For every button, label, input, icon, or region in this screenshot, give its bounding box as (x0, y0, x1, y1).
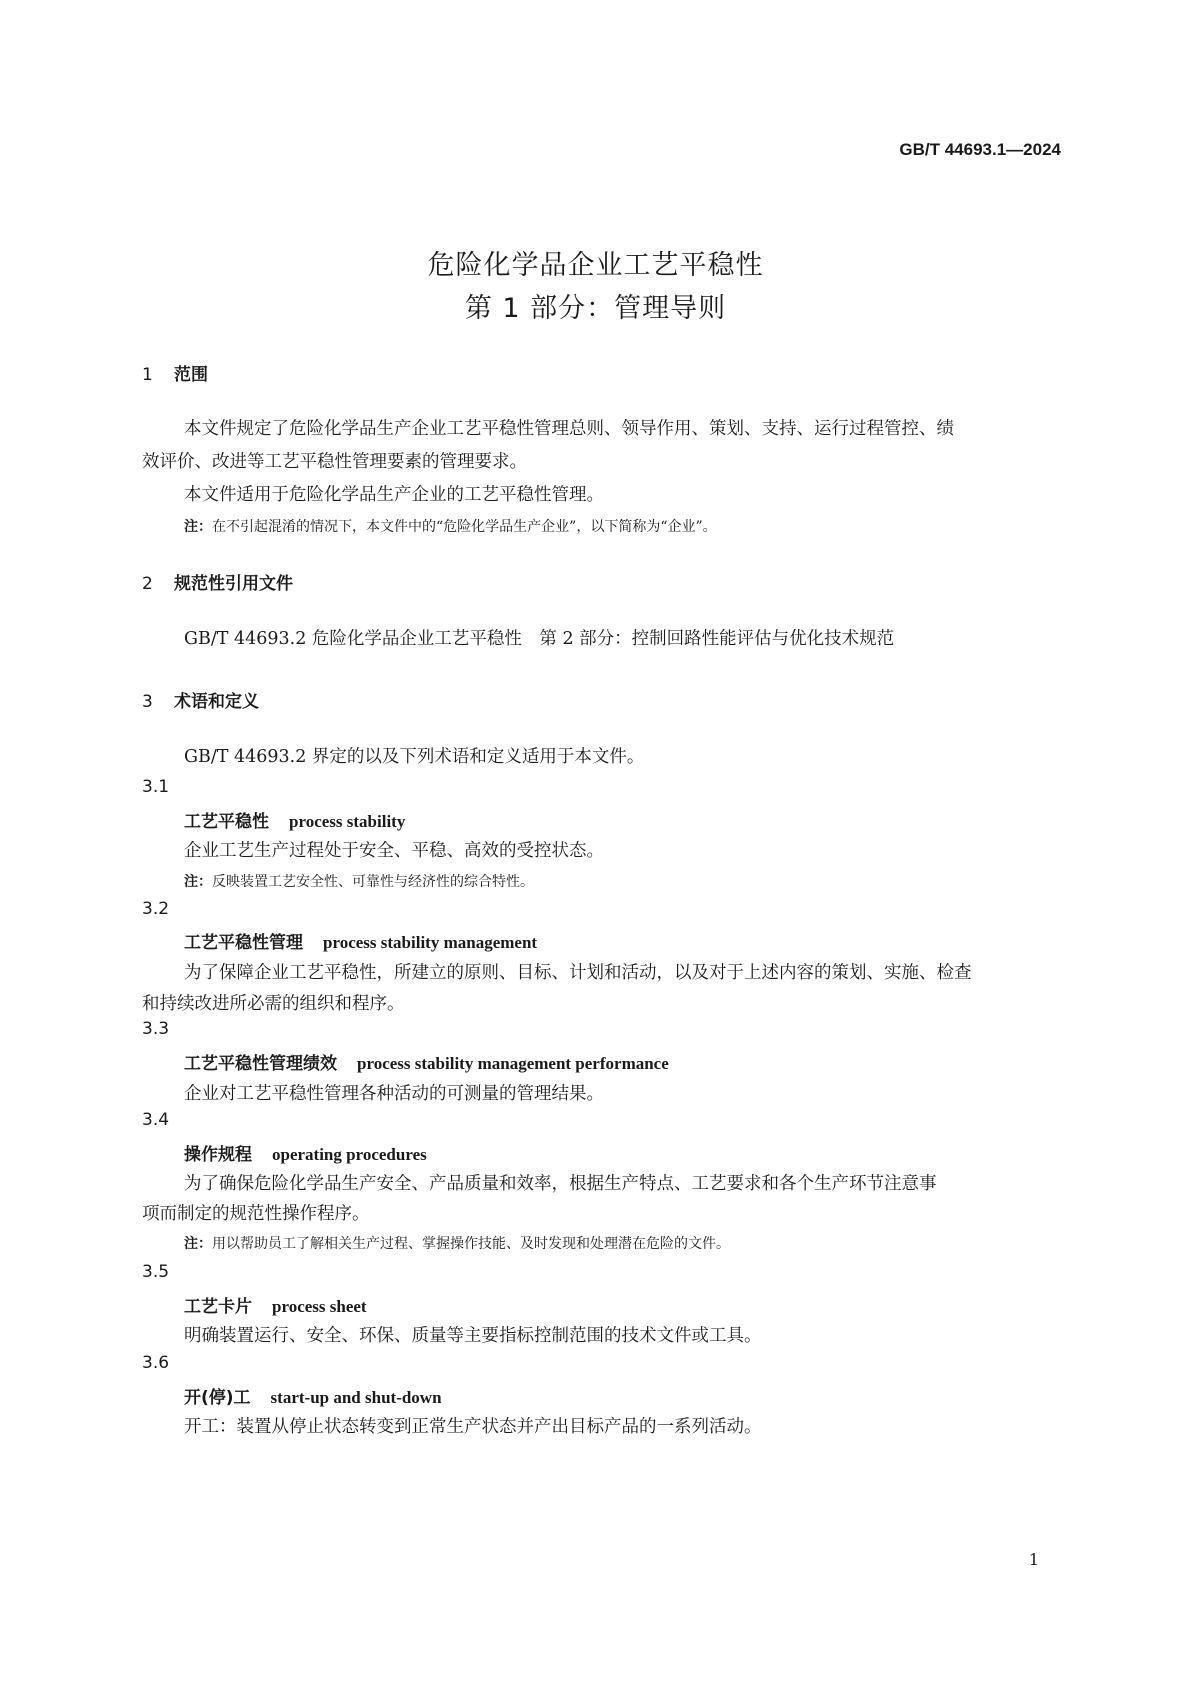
term-definition-line1: 为了保障企业工艺平稳性，所建立的原则、目标、计划和活动，以及对于上述内容的策划、实施、检查 (184, 963, 972, 983)
term-definition: 企业对工艺平稳性管理各种活动的可测量的管理结果。 (184, 1084, 604, 1104)
note-label: 注： (184, 1236, 212, 1252)
section-number: 3 (142, 692, 153, 712)
section-2-heading (142, 569, 293, 594)
section-3-intro: GB/T 44693.2 界定的以及下列术语和定义适用于本文件。 (184, 747, 645, 767)
term-definition: 企业工艺生产过程处于安全、平稳、高效的受控状态。 (184, 841, 604, 861)
note-text: 反映装置工艺安全性、可靠性与经济性的综合特性。 (212, 874, 534, 890)
term-heading (184, 1383, 442, 1408)
term-definition-line2: 和持续改进所必需的组织和程序。 (142, 994, 405, 1014)
term-zh: 工艺平稳性管理绩效 (184, 1054, 337, 1074)
term-en: start-up and shut-down (270, 1388, 442, 1407)
term-heading (184, 807, 405, 832)
term-heading (184, 928, 537, 953)
term-heading (184, 1140, 427, 1165)
document-title-line1: 危险化学品企业工艺平稳性 (427, 250, 764, 281)
term-en: process sheet (272, 1297, 367, 1316)
page-number: 1 (1028, 1550, 1039, 1569)
term-number: 3.2 (142, 899, 170, 919)
section-title: 范围 (174, 365, 208, 385)
term-definition-line1: 为了确保危险化学品生产安全、产品质量和效率，根据生产特点、工艺要求和各个生产环节注意事 (184, 1174, 937, 1194)
section-1-para1-line2: 效评价、改进等工艺平稳性管理要素的管理要求。 (142, 452, 527, 472)
term-en: process stability management (323, 933, 538, 952)
term-en: process stability (289, 812, 406, 831)
section-1-heading (142, 360, 208, 385)
term-number: 3.6 (142, 1353, 170, 1373)
section-title: 术语和定义 (174, 692, 259, 712)
section-number: 1 (142, 365, 153, 385)
note-text: 用以帮助员工了解相关生产过程、掌握操作技能、及时发现和处理潜在危险的文件。 (212, 1236, 730, 1252)
section-3-heading (142, 687, 259, 712)
normative-reference: GB/T 44693.2 危险化学品企业工艺平稳性 第 2 部分：控制回路性能评估与优化技术规范 (184, 629, 895, 649)
section-title: 规范性引用文件 (174, 574, 293, 594)
term-zh: 开(停)工 (184, 1388, 251, 1408)
section-1-para2: 本文件适用于危险化学品生产企业的工艺平稳性管理。 (184, 485, 604, 505)
term-number: 3.3 (142, 1019, 170, 1039)
note-label: 注： (184, 519, 212, 535)
term-en: operating procedures (272, 1145, 427, 1164)
term-zh: 工艺卡片 (184, 1297, 252, 1317)
term-number: 3.5 (142, 1262, 170, 1282)
term-note (184, 1233, 730, 1253)
section-1-para1-line1: 本文件规定了危险化学品生产企业工艺平稳性管理总则、领导作用、策划、支持、运行过程管控、绩 (184, 419, 954, 439)
note-text: 在不引起混淆的情况下，本文件中的“危险化学品生产企业”，以下简称为“企业”。 (212, 519, 717, 535)
term-heading (184, 1292, 367, 1317)
note-label: 注： (184, 874, 212, 890)
section-1-note (184, 516, 717, 536)
section-number: 2 (142, 574, 153, 594)
document-title-line2: 第 1 部分：管理导则 (464, 293, 727, 324)
document-number: GB/T 44693.1—2024 (899, 140, 1061, 159)
term-note (184, 871, 534, 891)
term-number: 3.1 (142, 777, 170, 797)
term-zh: 工艺平稳性 (184, 812, 269, 832)
term-heading (184, 1049, 669, 1074)
term-definition: 明确装置运行、安全、环保、质量等主要指标控制范围的技术文件或工具。 (184, 1326, 762, 1346)
term-en: process stability management performance (357, 1054, 669, 1073)
term-zh: 操作规程 (184, 1145, 252, 1165)
term-zh: 工艺平稳性管理 (184, 933, 303, 953)
term-definition-line2: 项而制定的规范性操作程序。 (142, 1204, 370, 1224)
term-number: 3.4 (142, 1110, 170, 1130)
term-definition: 开工：装置从停止状态转变到正常生产状态并产出目标产品的一系列活动。 (184, 1417, 762, 1437)
